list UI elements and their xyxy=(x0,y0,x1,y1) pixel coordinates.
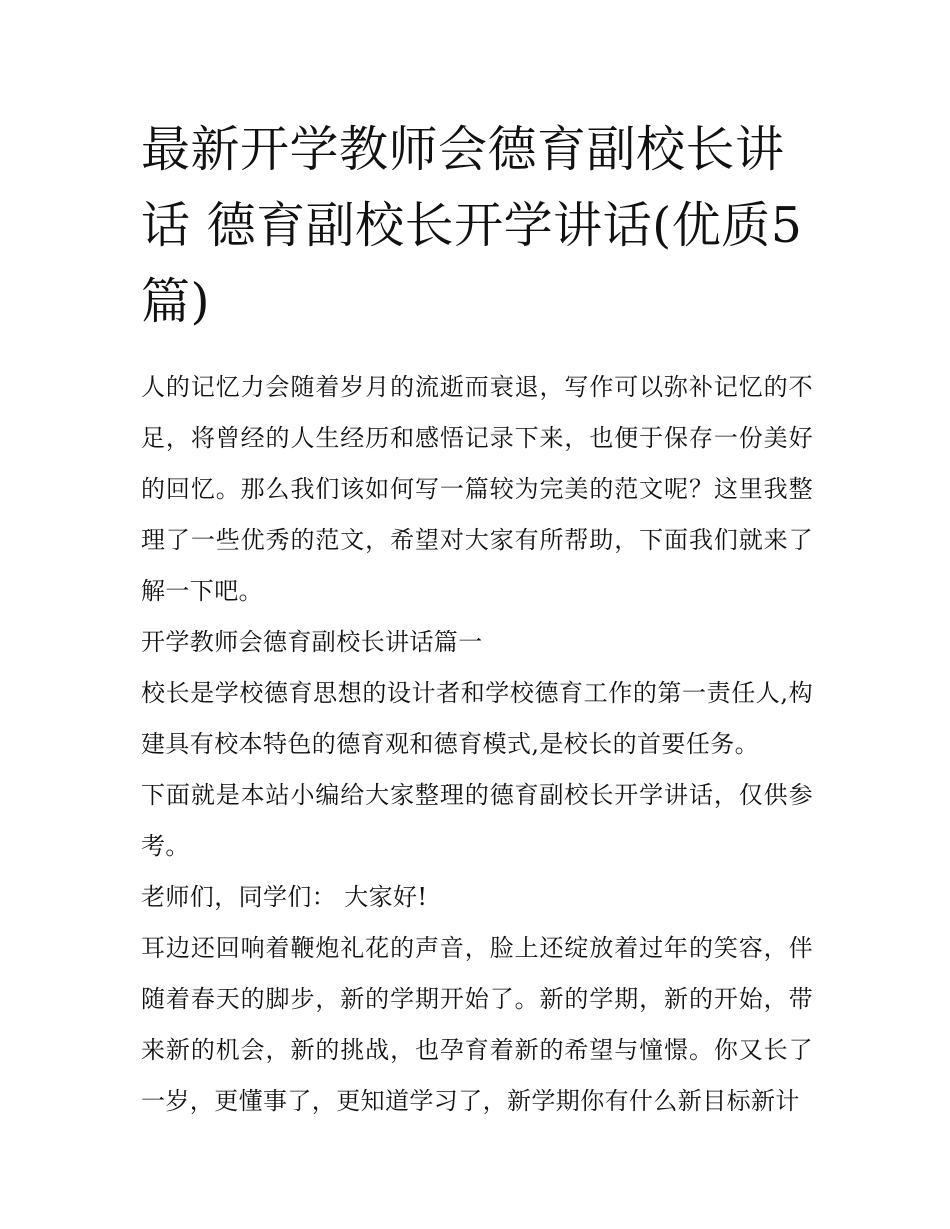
body-paragraph: 耳边还回响着鞭炮礼花的声音，脸上还绽放着过年的笑容，伴随着春天的脚步，新的学期开始了。新的学期，新的开始，带来新的机会，新的挑战，也孕育着新的希望与憧憬。你又长了一岁，更懂事了，更知道学习了，新学期你有什么新目标新计 xyxy=(141,934,813,1115)
section-heading: 开学教师会德育副校长讲话篇一 xyxy=(141,628,483,656)
document-title: 最新开学教师会德育副校长讲话 德育副校长开学讲话(优质5篇) xyxy=(141,121,803,330)
greeting-paragraph: 老师们，同学们： 大家好! xyxy=(141,883,428,911)
document-content xyxy=(141,112,813,1127)
document-body xyxy=(141,362,813,1127)
body-paragraph: 校长是学校德育思想的设计者和学校德育工作的第一责任人,构建具有校本特色的德育观和德育模式,是校长的首要任务。 xyxy=(141,679,813,758)
intro-paragraph: 人的记忆力会随着岁月的流逝而衰退，写作可以弥补记忆的不足，将曾经的人生经历和感悟记录下来，也便于保存一份美好的回忆。那么我们该如何写一篇较为完美的范文呢？这里我整理了一些优秀的范文，希望对大家有所帮助，下面我们就来了解一下吧。 xyxy=(141,373,813,605)
body-paragraph: 下面就是本站小编给大家整理的德育副校长开学讲话，仅供参考。 xyxy=(141,781,813,860)
